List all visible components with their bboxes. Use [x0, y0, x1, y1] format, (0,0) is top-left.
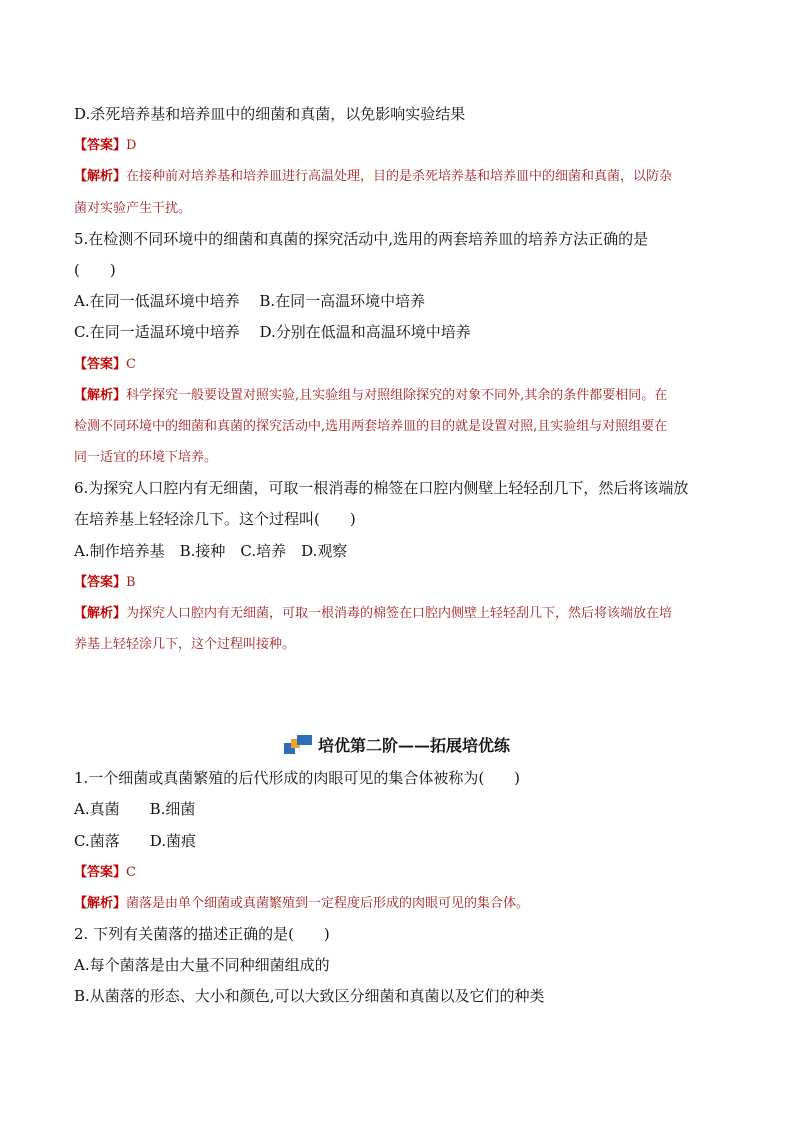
explanation-line — [74, 197, 191, 216]
answer-line — [74, 353, 136, 372]
explanation-text: 菌对实验产生干扰。 — [74, 201, 192, 216]
answer-tag: 【答案】 — [74, 575, 127, 590]
explanation-tag: 【解析】 — [74, 606, 127, 621]
explanation-line — [74, 602, 672, 621]
explanation-text: 检测不同环境中的细菌和真菌的探究活动中,选用两套培养皿的目的就是设置对照,且实验组与对照组要在 — [74, 419, 668, 434]
explanation-text: 同一适宜的环境下培养。 — [74, 450, 218, 465]
question-text-line: A.制作培养基 B.接种 C.培养 D.观察 — [74, 542, 348, 560]
question-text-line: 2. 下列有关菌落的描述正确的是( ) — [74, 925, 330, 943]
explanation-line — [74, 633, 295, 652]
answer-value: D — [126, 138, 137, 153]
explanation-tag: 【解析】 — [74, 169, 127, 184]
explanation-tag: 【解析】 — [74, 896, 127, 911]
answer-value: C — [126, 865, 136, 880]
explanation-line — [74, 892, 529, 911]
section-heading — [0, 733, 794, 756]
explanation-line — [74, 384, 667, 403]
answer-tag: 【答案】 — [74, 357, 127, 372]
stacked-blocks-icon — [284, 735, 314, 755]
question-text-line: D.杀死培养基和培养皿中的细菌和真菌，以免影响实验结果 — [74, 105, 466, 123]
explanation-tag: 【解析】 — [74, 388, 127, 403]
question-text-line: 6.为探究人口腔内有无细菌，可取一根消毒的棉签在口腔内侧壁上轻轻刮几下，然后将该端放 — [74, 479, 689, 497]
question-text-line: B.从菌落的形态、大小和颜色,可以大致区分细菌和真菌以及它们的种类 — [74, 987, 545, 1005]
explanation-line — [74, 415, 667, 434]
question-text-line: ( ) — [74, 261, 116, 279]
answer-line — [74, 134, 136, 153]
question-text-line: 5.在检测不同环境中的细菌和真菌的探究活动中,选用的两套培养皿的培养方法正确的是 — [74, 230, 649, 248]
answer-value: B — [126, 575, 136, 590]
question-text-line: 1.一个细菌或真菌繁殖的后代形成的肉眼可见的集合体被称为( ) — [74, 769, 521, 787]
question-text-line: A.每个菌落是由大量不同种细菌组成的 — [74, 956, 330, 974]
explanation-line — [74, 446, 217, 465]
explanation-line — [74, 165, 672, 184]
answer-tag: 【答案】 — [74, 138, 127, 153]
explanation-text: 科学探究一般要设置对照实验,且实验组与对照组除探究的对象不同外,其余的条件都要相同。在 — [126, 388, 668, 403]
question-text-line: A.真菌 B.细菌 — [74, 800, 196, 818]
question-text-line: A.在同一低温环境中培养 B.在同一高温环境中培养 — [74, 292, 426, 310]
question-text-line: C.菌落 D.菌痕 — [74, 832, 196, 850]
explanation-text: 为探究人口腔内有无细菌，可取一根消毒的棉签在口腔内侧壁上轻轻刮几下，然后将该端放在培 — [126, 606, 673, 621]
section-title-text: 培优第二阶——拓展培优练 — [317, 736, 510, 755]
answer-line — [74, 861, 136, 880]
answer-value: C — [126, 357, 136, 372]
question-text-line: C.在同一适温环境中培养 D.分别在低温和高温环境中培养 — [74, 323, 471, 341]
explanation-text: 在接种前对培养基和培养皿进行高温处理，目的是杀死培养基和培养皿中的细菌和真菌，以防杂 — [126, 169, 673, 184]
question-text-line: 在培养基上轻轻涂几下。这个过程叫( ) — [74, 510, 356, 528]
explanation-text: 菌落是由单个细菌或真菌繁殖到一定程度后形成的肉眼可见的集合体。 — [126, 896, 530, 911]
explanation-text: 养基上轻轻涂几下，这个过程叫接种。 — [74, 637, 296, 652]
answer-tag: 【答案】 — [74, 865, 127, 880]
answer-line — [74, 571, 136, 590]
